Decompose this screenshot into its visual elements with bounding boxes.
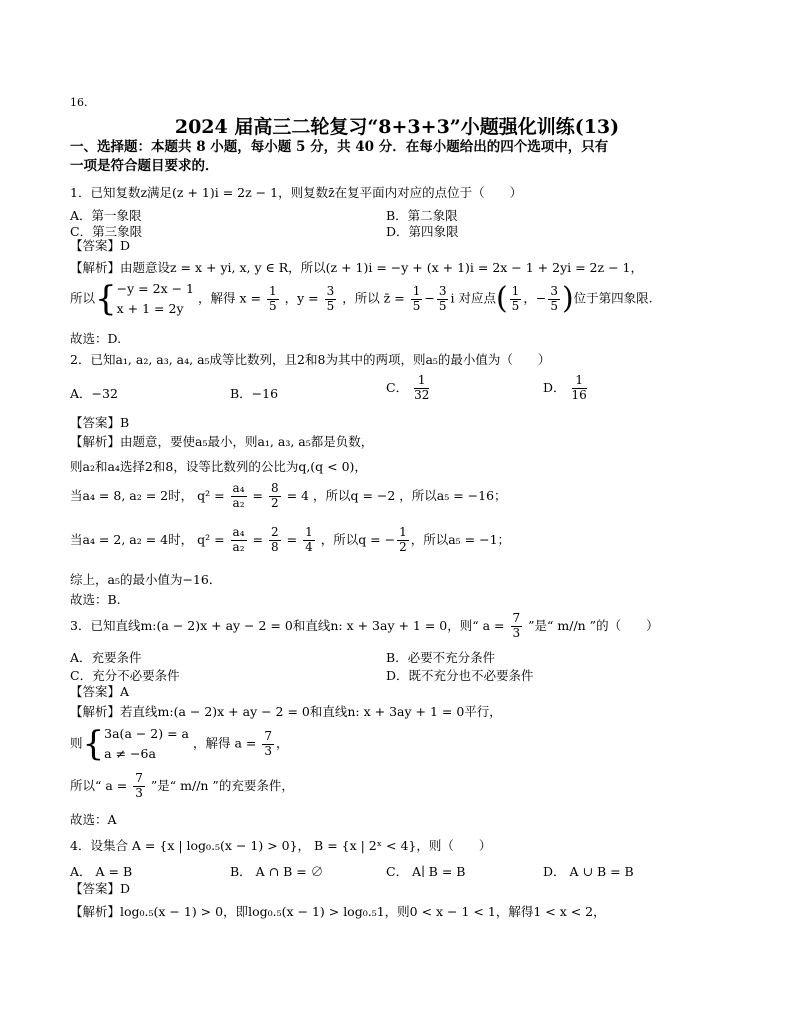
q1-frac-y-num: 3: [326, 283, 335, 298]
q1-paren-open: (: [495, 281, 508, 316]
page-number: 16.: [70, 96, 88, 109]
q3-choose: 故选：A: [70, 812, 117, 827]
q2-summary: 综上，a₅的最小值为−16．: [70, 572, 222, 587]
q2-option-d-frac: [572, 374, 587, 403]
q1-stem: 1．已知复数z满足(z + 1)i = 2z − 1，则复数z̄在复平面内对应的点位于（ ）: [70, 185, 523, 200]
q1-frac-im: [437, 285, 449, 314]
q3-system-eq1: 3a(a − 2) = a: [104, 726, 190, 741]
q3-solve-frac: [262, 730, 274, 759]
q2-option-a: A．−32: [70, 386, 118, 401]
q2-option-b: B．−16: [230, 386, 279, 401]
q1-text-solve-x: ，解得 x =: [197, 290, 261, 306]
q1-text-quadrant: 位于第四象限.: [573, 290, 653, 306]
q3-stem-frac-den: 3: [512, 625, 521, 640]
q2-analysis-line3: [70, 482, 507, 511]
q1-option-c: C．第三象限: [70, 224, 143, 239]
q1-option-d: D．第四象限: [386, 224, 459, 239]
q2-answer: 【答案】B: [70, 415, 130, 430]
q3-stem-frac: [511, 612, 523, 641]
q2-analysis-line1: 【解析】由题意，要使a₅最小，则a₁, a₃, a₅都是负数，: [70, 434, 374, 449]
q2-option-c-label: C．: [386, 379, 409, 395]
q2-case2-equals2: =: [286, 531, 298, 547]
q2-case1-value: [269, 482, 281, 511]
q3-system-eq2: a ≠ −6a: [104, 746, 156, 761]
q4-analysis-line1: 【解析】log₀.₅(x − 1) > 0，即log₀.₅(x − 1) > log₀.₅1，则0 < x − 1 < 1，解得1 < x < 2，: [70, 904, 606, 919]
q3-stem-end: ”是“ m//n ”的（ ）: [528, 617, 659, 633]
q1-point-y-den: 5: [550, 298, 558, 313]
q2-option-c-num: 1: [414, 374, 429, 389]
q2-case2-ratio-den: a₂: [232, 539, 245, 554]
q2-case2-ratio-num: a₄: [232, 525, 245, 539]
q2-case2-result: ，所以a₅ = −1；: [410, 531, 511, 547]
q2-choose: 故选：B.: [70, 592, 121, 607]
q2-case2-ratio: [231, 526, 247, 555]
q3-conclusion-text: 所以“ a =: [70, 777, 128, 793]
q1-text-so: 所以: [70, 290, 96, 306]
q1-system-brace: {: [95, 279, 117, 319]
q1-frac-y: [325, 285, 337, 314]
q4-answer: 【答案】D: [70, 881, 131, 896]
q1-point-x-den: 5: [511, 298, 520, 313]
q2-analysis-line4: [70, 526, 510, 555]
q3-analysis-line3: [70, 772, 294, 801]
q1-frac-y-den: 5: [326, 298, 335, 313]
q4-stem: 4．设集合 A = {x | log₀.₅(x − 1) > 0}， B = {x | 2ˣ < 4}，则（ ）: [70, 838, 492, 853]
q2-case2-q-num: 1: [399, 525, 407, 539]
q2-option-c: [386, 374, 431, 403]
q1-text-zbar: ，所以 z̄ =: [342, 290, 405, 306]
q1-choose: 故选：D.: [70, 331, 122, 346]
q1-frac-x-den: 5: [268, 298, 277, 313]
q1-text-y: ，y =: [284, 290, 319, 306]
q2-case2-simplified: [303, 526, 315, 555]
q1-frac-im-num: 3: [438, 283, 447, 298]
q1-analysis-line1: 【解析】由题意设z = x + yi, x, y ∈ R，所以(z + 1)i = −y + (x + 1)i = 2x − 1 + 2yi = 2z − 1，: [70, 260, 643, 275]
q1-text-minus: −: [424, 290, 435, 306]
q2-case1-equals: =: [252, 487, 263, 503]
q1-frac-re-num: 1: [412, 283, 421, 298]
q3-conclusion-frac-den: 3: [135, 785, 143, 800]
q1-system-eq2: x + 1 = 2y: [116, 301, 184, 316]
section-heading-line2: 一项是符合题目要求的．: [70, 158, 219, 174]
q1-frac-im-den: 5: [438, 298, 447, 313]
q2-option-d-den: 16: [571, 387, 587, 402]
q3-stem: [70, 612, 659, 641]
q1-point-y-num: 3: [550, 283, 558, 298]
q2-case1-ratio-den: a₂: [232, 495, 245, 510]
page-title: 2024 届高三二轮复习“8+3+3”小题强化训练(13): [174, 116, 620, 138]
q2-option-d: [543, 374, 589, 403]
q2-case1-ratio-num: a₄: [232, 481, 245, 495]
section-heading-line1: 一、选择题：本题共 8 小题，每小题 5 分，共 40 分．在每小题给出的四个选项中，只有: [70, 139, 609, 155]
q2-case1-value-den: 2: [270, 495, 279, 510]
q1-answer: 【答案】D: [70, 238, 131, 253]
q3-option-d: D．既不充分也不必要条件: [386, 668, 534, 683]
q3-conclusion-frac: [133, 772, 145, 801]
q3-solve-comma: ，: [276, 735, 289, 751]
q3-option-a: A．充要条件: [70, 650, 142, 665]
q2-stem: 2．已知a₁, a₂, a₃, a₄, a₅成等比数列，且2和8为其中的两项，则a₅的最小值为（ ）: [70, 352, 551, 367]
q2-case2-value-den: 8: [270, 539, 279, 554]
q2-option-c-frac: [414, 374, 429, 403]
q4-option-a: A． A = B: [70, 864, 133, 879]
q4-option-b: B． A ∩ B = ∅: [230, 864, 324, 879]
q2-option-d-num: 1: [572, 374, 587, 389]
q1-frac-x: [267, 285, 279, 314]
q3-conclusion-frac-num: 7: [135, 771, 143, 785]
q3-stem-frac-num: 7: [512, 611, 521, 625]
q1-text-point: i 对应点: [450, 290, 496, 306]
q2-case2-q-den: 2: [399, 539, 407, 554]
q3-option-b: B．必要不充分条件: [386, 650, 496, 665]
q1-point-neg: −: [535, 290, 547, 306]
q3-analysis-line2: [70, 724, 289, 764]
q4-option-d: D． A ∪ B = B: [543, 864, 634, 879]
q1-frac-re-den: 5: [412, 298, 421, 313]
q3-conclusion-end: ”是“ m//n ”的充要条件，: [150, 777, 294, 793]
q2-analysis-line2: 则a₂和a₄选择2和8，设等比数列的公比为q,(q < 0)，: [70, 459, 367, 474]
q3-text-solve: ，解得 a =: [193, 735, 257, 751]
q2-case2-simplified-den: 4: [305, 539, 313, 554]
q2-option-c-den: 32: [414, 387, 430, 402]
q3-solve-frac-num: 7: [264, 728, 272, 743]
q2-case1-text: 当a₄ = 8, a₂ = 2时， q² =: [70, 487, 225, 503]
q4-option-c: C． A∣ B = B: [386, 864, 466, 879]
q2-case2-value: [269, 526, 281, 555]
q1-frac-x-num: 1: [268, 283, 277, 298]
q1-frac-re: [411, 285, 423, 314]
q1-point-y: [548, 285, 560, 314]
q2-case1-result: = 4 ，所以q = −2 ，所以a₅ = −16；: [286, 487, 507, 503]
q2-case2-text: 当a₄ = 2, a₂ = 4时， q² =: [70, 531, 225, 547]
q2-case2-value-num: 2: [270, 525, 279, 539]
q3-analysis-line1: 【解析】若直线m:(a − 2)x + ay − 2 = 0和直线n: x + 3ay + 1 = 0平行，: [70, 704, 502, 719]
q1-point-x-num: 1: [511, 283, 520, 298]
q1-option-a: A．第一象限: [70, 208, 142, 223]
q1-point-x: [510, 285, 522, 314]
q1-point-comma: ，: [523, 290, 536, 306]
q3-stem-text: 3．已知直线m:(a − 2)x + ay − 2 = 0和直线n: x + 3ay + 1 = 0，则“ a =: [70, 617, 505, 633]
q2-case1-ratio: [231, 482, 247, 511]
q3-option-c: C．充分不必要条件: [70, 668, 180, 683]
q1-analysis-line2: [70, 279, 653, 319]
q3-text-then: 则: [70, 735, 83, 751]
q2-case1-value-num: 8: [270, 481, 279, 495]
q2-case2-q-text: ，所以q = −: [320, 531, 396, 547]
q2-option-d-label: D．: [543, 379, 566, 395]
q1-system-eq1: −y = 2x − 1: [116, 281, 194, 296]
q1-equation-system: [117, 279, 194, 319]
q1-paren-close: ): [561, 281, 574, 316]
q2-case2-equals: =: [252, 531, 263, 547]
q3-equation-system: [104, 724, 189, 764]
q1-option-b: B．第二象限: [386, 208, 458, 223]
q3-solve-frac-den: 3: [264, 743, 272, 758]
q2-case2-q: [397, 526, 409, 555]
q2-case2-simplified-num: 1: [305, 525, 313, 539]
q3-system-brace: {: [82, 724, 105, 764]
q3-answer: 【答案】A: [70, 684, 130, 699]
